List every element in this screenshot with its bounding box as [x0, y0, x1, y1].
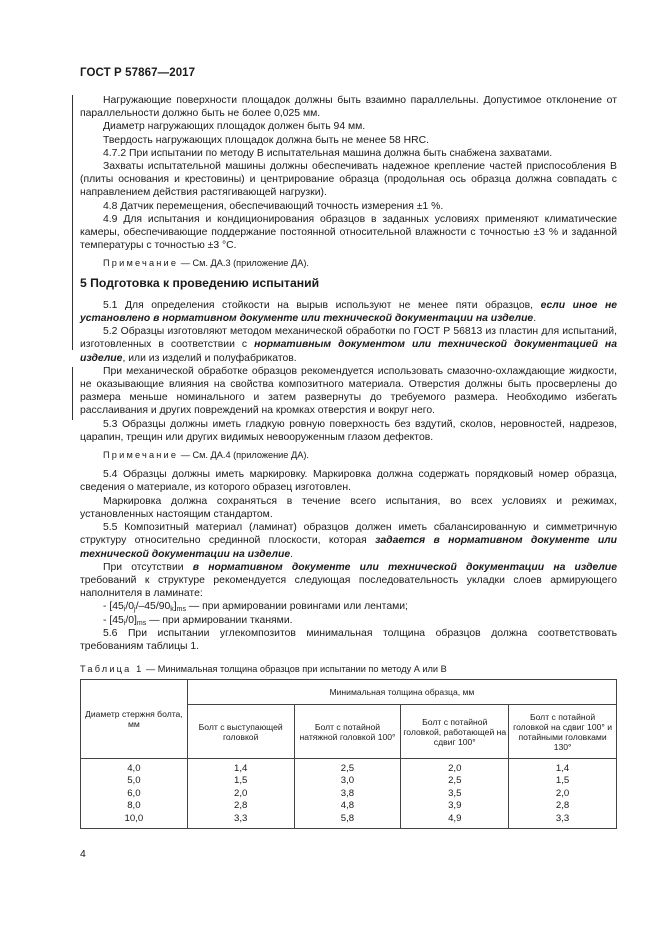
table-caption — [80, 664, 447, 674]
note-text: — См. ДА.3 (приложение ДА). — [178, 258, 309, 269]
table-cell: 2,0 — [509, 788, 617, 800]
text-run: — при армировании тканями. — [146, 614, 293, 626]
text-run: - [45 — [103, 601, 124, 613]
paragraph: 4.8 Датчик перемещения, обеспечивающий точность измерения ±1 %. — [103, 200, 444, 212]
note — [80, 257, 617, 270]
table-header-group: Минимальная толщина образца, мм — [187, 680, 616, 705]
subscript: k — [170, 606, 174, 614]
subscript: i — [123, 606, 126, 614]
table-header-col1: Болт с выступающей головкой — [187, 705, 294, 759]
table-cell: 3,5 — [401, 788, 509, 800]
table-row — [81, 788, 617, 800]
page-number: 4 — [80, 849, 86, 860]
section-title: 5 Подготовка к проведению испытаний — [80, 275, 320, 290]
paragraph: При механической обработке образцов рекомендуется использовать смазочно-охлаждающие жидкости, не оказывающие влияния на свойства композитного материала. Отверстия должны быть просверлены до размера меньше номинального и затем развернуты до требуемого размера. Необходимо избегать расслаивания и других повреждений на кромках отверстия и вокруг него. — [80, 365, 617, 417]
document-header: ГОСТ Р 57867—2017 — [80, 67, 196, 79]
paragraph: Диаметр нагружающих площадок должен быть 94 мм. — [103, 121, 366, 133]
table-cell: 1,5 — [509, 775, 617, 787]
table-cell: 4,9 — [401, 813, 509, 829]
text-run: /0 — [125, 601, 135, 613]
table-cell: 3,3 — [187, 813, 294, 829]
document-body — [80, 94, 617, 653]
text-run: . — [533, 313, 537, 325]
text-run: 5.1 Для определения стойкости на вырыв используют не менее пяти образцов, — [103, 299, 541, 311]
paragraph: 5.4 Образцы должны иметь маркировку. Маркировка должна содержать порядковый номер образца, сведения о материале, из которого образец изготовлен. — [80, 469, 617, 494]
paragraph: Маркировка должна сохраняться в течение всего испытания, во всех условиях и режимах, установленных настоящим стандартом. — [80, 495, 617, 520]
table-cell: 1,4 — [509, 759, 617, 776]
table-cell: 3,9 — [401, 800, 509, 812]
paragraph — [80, 299, 617, 325]
table-cell: 2,5 — [294, 759, 401, 776]
paragraph: Захваты испытательной машины должны обеспечивать надежное крепление частей приспособления В (плиты основания и крестовины) и центрирование образца (продольная ось образца должна совпадать с направлением действия растягивающей нагрузки). — [80, 161, 617, 199]
text-run: При отсутствии — [103, 561, 193, 573]
table-cell: 2,0 — [401, 759, 509, 776]
table-cell: 10,0 — [81, 813, 188, 829]
text-run: 5.5 Композитный материал (ламинат) образцов должен иметь сбалансированную и симметричную структуру относительно срединной плоскости, которая — [80, 522, 617, 547]
table-cell: 3,0 — [294, 775, 401, 787]
table-cell: 4,0 — [81, 759, 188, 776]
emphasis-text: в нормативном документе или технической документации на изделие — [192, 561, 617, 573]
paragraph — [80, 325, 617, 365]
paragraph: 5.3 Образцы должны иметь гладкую ровную поверхность без вздутий, сколов, неровностей, надрезов, царапин, трещин или других видимых невооруженным глазом дефектов. — [80, 418, 617, 443]
paragraph: 4.7.2 При испытании по методу В испытательная машина должна быть снабжена захватами. — [103, 147, 553, 159]
text-run: — при армировании ровингами или лентами; — [186, 601, 408, 613]
change-bar — [72, 310, 73, 324]
table-cell: 2,8 — [187, 800, 294, 812]
emphasis-text: задается в нормативном документе или технической документации на изделие — [80, 535, 617, 560]
table-cell: 1,4 — [187, 759, 294, 776]
table-cell: 5,8 — [294, 813, 401, 829]
table-row — [81, 775, 617, 787]
text-run: , или из изделий и полуфабрикатов. — [122, 352, 297, 364]
list-item — [80, 600, 617, 613]
table-cell: 3,8 — [294, 788, 401, 800]
text-run: - [45 — [103, 614, 124, 626]
change-bar — [72, 367, 73, 420]
table-row — [81, 813, 617, 829]
subscript: i — [123, 619, 126, 627]
table-header-col3: Болт с потайной головкой, работающей на сдвиг 100° — [401, 705, 509, 759]
table-caption-text: — Минимальная толщина образцов при испытании по методу А или В — [143, 664, 447, 674]
note-label: Примечание — [103, 258, 179, 269]
subscript: j — [134, 606, 136, 614]
text-run: . — [290, 548, 293, 560]
table-header-col2: Болт с потайной натяжной головкой 100° — [294, 705, 401, 759]
table-cell: 4,8 — [294, 800, 401, 812]
paragraph: 5.6 При испытании углекомпозитов минимальная толщина образцов должна соответствовать требованиям таблицы 1. — [80, 627, 617, 652]
table-cell: 1,5 — [187, 775, 294, 787]
paragraph: 4.9 Для испытания и кондиционирования образцов в заданных условиях применяют климатические камеры, обеспечивающие поддержание постоянной относительной влажности с точностью ±3 % и заданной температуры с точностью ±3 °С. — [80, 213, 617, 252]
note-label: Примечание — [103, 450, 179, 461]
text-run: /0] — [125, 614, 137, 626]
table-header-diameter: Диаметр стержня болта, мм — [81, 680, 188, 759]
table-cell: 8,0 — [81, 800, 188, 812]
list-item — [80, 614, 617, 627]
table-caption-label: Таблица 1 — [80, 664, 144, 674]
emphasis-text: нормативным документом или технической документацией на изделие — [80, 339, 617, 364]
thickness-table — [80, 679, 617, 829]
note — [80, 449, 617, 462]
table-cell: 6,0 — [81, 788, 188, 800]
paragraph: Твердость нагружающих площадок должна быть не менее 58 HRC. — [103, 134, 429, 146]
paragraph — [80, 521, 617, 561]
table-cell: 2,5 — [401, 775, 509, 787]
text-run: требований к структуре рекомендуется следующая последовательность укладки слоев армирующего наполнителя в ламинате: — [80, 574, 617, 600]
text-run: ] — [173, 601, 177, 613]
paragraph: Нагружающие поверхности площадок должны быть взаимно параллельны. Допустимое отклонение от параллельности должно быть не более 0,025 мм. — [80, 95, 617, 120]
emphasis-text: если иное не установлено в нормативном документе или технической документации на изделие — [80, 299, 617, 325]
table-row — [81, 759, 617, 776]
table-cell: 3,3 — [509, 813, 617, 829]
subscript: ms — [136, 619, 147, 627]
note-text: — См. ДА.4 (приложение ДА). — [178, 450, 309, 461]
table-cell: 5,0 — [81, 775, 188, 787]
paragraph — [80, 561, 617, 601]
table-cell: 2,8 — [509, 800, 617, 812]
text-run: /–45/90 — [135, 601, 171, 613]
subscript: ms — [176, 606, 186, 614]
table-header-col4: Болт с потайной головкой на сдвиг 100° и потайными головками 130° — [509, 705, 617, 759]
text-run: 5.2 Образцы изготовляют методом механической обработки по ГОСТ Р 56813 из пластин для испытаний, изготовленных в соответствии с — [80, 326, 617, 351]
table-row — [81, 800, 617, 812]
table-cell: 2,0 — [187, 788, 294, 800]
